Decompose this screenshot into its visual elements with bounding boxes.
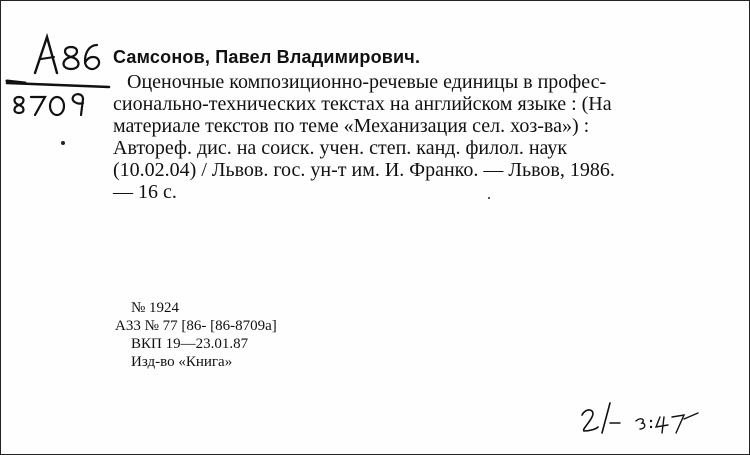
entry-line: сионально-технических текстах на английском языке : (На xyxy=(113,93,612,115)
ink-dot xyxy=(61,141,65,145)
imprint-vkp: ВКП 19—23.01.87 xyxy=(131,336,249,352)
entry-description xyxy=(113,71,713,203)
imprint-code: А33 № 77 [86- [86-8709а] xyxy=(115,318,277,334)
imprint-number: № 1924 xyxy=(131,300,180,316)
entry-line: Оценочные композиционно-речевые единицы в профес- xyxy=(127,71,607,93)
entry-line: (10.02.04) / Львов. гос. ун-т им. И. Франко. — Львов, 1986. xyxy=(113,159,615,181)
entry-line: Автореф. дис. на соиск. учен. степ. канд. филол. наук xyxy=(113,137,568,159)
imprint-block xyxy=(115,299,277,371)
entry-author: Самсонов, Павел Владимирович. xyxy=(113,47,421,67)
handwritten-note-drawing xyxy=(576,399,706,439)
imprint-publisher: Изд-во «Книга» xyxy=(131,354,233,370)
entry-line: материале текстов по теме «Механизация сел. хоз-ва») : xyxy=(113,115,590,137)
shelfmark xyxy=(5,33,113,123)
handwritten-shelfmark-drawing xyxy=(5,33,113,123)
handwritten-note xyxy=(576,399,706,439)
entry-line: — 16 с. xyxy=(113,181,177,203)
